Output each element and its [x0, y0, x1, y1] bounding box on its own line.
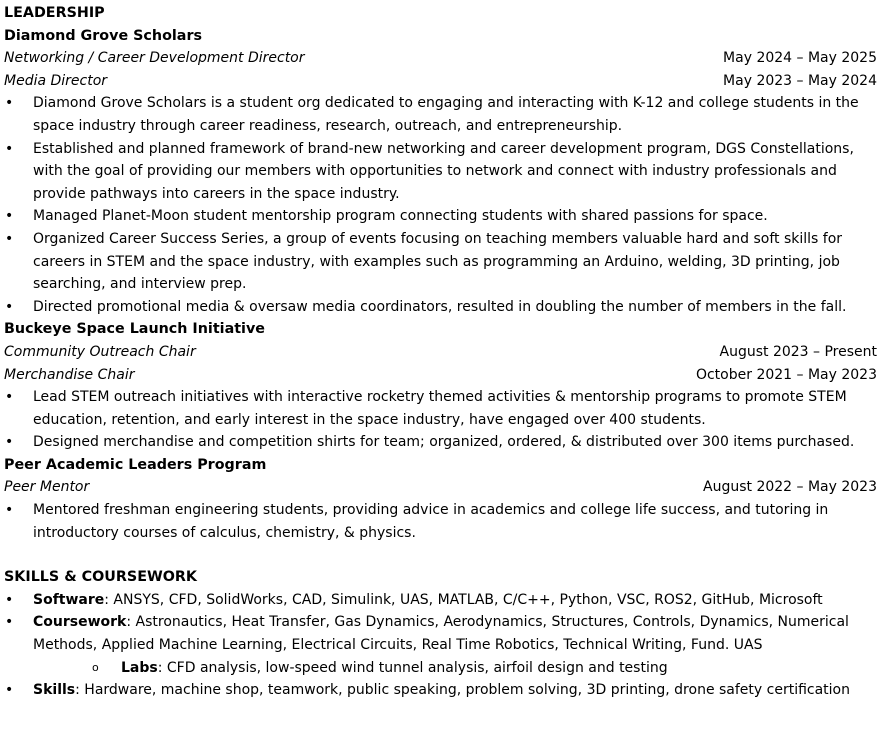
skill-text: : Hardware, machine shop, teamwork, public speaking, problem solving, 3D printing, drone safety certification [75, 682, 850, 699]
skill-label: Coursework [33, 614, 127, 631]
skill-text: : CFD analysis, low-speed wind tunnel analysis, airfoil design and testing [157, 659, 668, 676]
role-dates: August 2023 – Present [719, 343, 877, 360]
role-row [4, 364, 877, 387]
org-diamond-grove [4, 25, 877, 319]
role-dates: May 2024 – May 2025 [723, 50, 877, 67]
role-title: Media Director [4, 72, 108, 89]
org-buckeye-space [4, 318, 877, 454]
bullet-item: • Mentored freshman engineering students, providing advice in academics and college life success, and tutoring in introductory courses of calculus, chemistry, & physics. [4, 499, 877, 544]
skill-text: : ANSYS, CFD, SolidWorks, CAD, Simulink, UAS, MATLAB, C/C++, Python, VSC, ROS2, GitHub, Microsoft [104, 591, 823, 608]
bullet-item: • Lead STEM outreach initiatives with interactive rocketry themed activities & mentorship programs to promote STEM education, retention, and early interest in the space industry, have engaged over 400 students. [4, 386, 877, 431]
bullet-item: • Designed merchandise and competition shirts for team; organized, ordered, & distributed over 300 items purchased. [4, 431, 877, 454]
bullet-item: • Managed Planet-Moon student mentorship program connecting students with shared passions for space. [4, 205, 877, 228]
skills-item-coursework [4, 611, 877, 656]
section-spacer [4, 544, 877, 566]
role-title: Networking / Career Development Director [4, 50, 305, 67]
bullet-list [4, 499, 877, 544]
skills-item-labs [4, 657, 877, 680]
role-row [4, 476, 877, 499]
role-row [4, 47, 877, 70]
role-dates: October 2021 – May 2023 [695, 366, 877, 383]
role-title: Community Outreach Chair [4, 343, 196, 360]
skill-label: Labs [121, 659, 158, 676]
role-title: Peer Mentor [4, 479, 90, 496]
bullet-item: • Organized Career Success Series, a group of events focusing on teaching members valuable hard and soft skills for careers in STEM and the space industry, with examples such as programming an Arduino, welding, 3D printing, job searching, and interview prep. [4, 228, 877, 296]
skills-item-software [4, 589, 877, 612]
skill-label: Skills [33, 682, 76, 699]
role-row [4, 70, 877, 93]
bullet-item: • Diamond Grove Scholars is a student org dedicated to engaging and interacting with K-12 and college students in the space industry through career readiness, research, outreach, and entrepreneurship. [4, 92, 877, 137]
role-dates: August 2022 – May 2023 [703, 479, 877, 496]
skills-heading: SKILLS & COURSEWORK [4, 569, 197, 586]
org-peer-academic [4, 454, 877, 544]
bullet-item: • Established and planned framework of brand-new networking and career development program, DGS Constellations, with the goal of providing our members with opportunities to network and connect with industry professionals and provide pathways into careers in the space industry. [4, 138, 877, 206]
skills-list [4, 589, 877, 702]
bullet-list [4, 92, 877, 318]
bullet-list [4, 386, 877, 454]
leadership-heading: LEADERSHIP [4, 5, 105, 21]
skill-label: Software [33, 591, 105, 608]
role-row [4, 341, 877, 364]
role-dates: May 2023 – May 2024 [723, 72, 877, 89]
bullet-item: • Directed promotional media & oversaw media coordinators, resulted in doubling the number of members in the fall. [4, 296, 877, 319]
org-name: Buckeye Space Launch Initiative [4, 321, 265, 338]
org-name: Peer Academic Leaders Program [4, 456, 267, 473]
org-name: Diamond Grove Scholars [4, 27, 203, 44]
skill-text: : Astronautics, Heat Transfer, Gas Dynamics, Aerodynamics, Structures, Controls, Dynamics, Numerical Methods, Applied Machine Learning, Electrical Circuits, Real Time Robotics, Technical Writing, Fund. UAS [33, 614, 849, 654]
skills-item-skills [4, 679, 877, 702]
role-title: Merchandise Chair [4, 366, 135, 383]
